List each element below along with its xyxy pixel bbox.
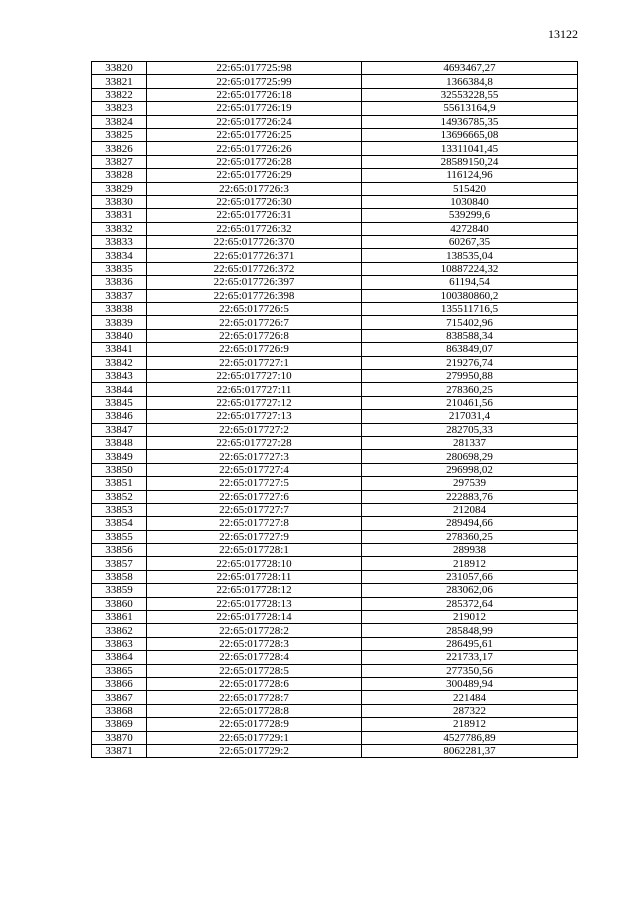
value-cell: 281337 <box>362 436 578 449</box>
cadastral-number-cell: 22:65:017726:8 <box>147 329 362 342</box>
cadastral-number-cell: 22:65:017726:18 <box>147 88 362 101</box>
cadastral-number-cell: 22:65:017728:3 <box>147 637 362 650</box>
row-number-cell: 33834 <box>92 249 147 262</box>
cadastral-number-cell: 22:65:017729:1 <box>147 731 362 744</box>
table-row <box>92 611 578 624</box>
row-number-cell: 33856 <box>92 544 147 557</box>
cadastral-number-cell: 22:65:017726:30 <box>147 195 362 208</box>
cadastral-number-cell: 22:65:017726:5 <box>147 303 362 316</box>
cadastral-number-cell: 22:65:017728:7 <box>147 691 362 704</box>
row-number-cell: 33830 <box>92 195 147 208</box>
cadastral-number-cell: 22:65:017727:2 <box>147 423 362 436</box>
table-row <box>92 356 578 369</box>
table-row <box>92 222 578 235</box>
row-number-cell: 33837 <box>92 289 147 302</box>
row-number-cell: 33851 <box>92 477 147 490</box>
cadastral-number-cell: 22:65:017726:7 <box>147 316 362 329</box>
row-number-cell: 33826 <box>92 142 147 155</box>
table-body <box>92 62 578 758</box>
cadastral-number-cell: 22:65:017726:24 <box>147 115 362 128</box>
cadastral-number-cell: 22:65:017727:5 <box>147 477 362 490</box>
row-number-cell: 33864 <box>92 651 147 664</box>
cadastral-number-cell: 22:65:017727:11 <box>147 383 362 396</box>
table-row <box>92 704 578 717</box>
table-row <box>92 209 578 222</box>
row-number-cell: 33827 <box>92 155 147 168</box>
cadastral-number-cell: 22:65:017728:9 <box>147 718 362 731</box>
row-number-cell: 33853 <box>92 503 147 516</box>
cadastral-number-cell: 22:65:017728:1 <box>147 544 362 557</box>
value-cell: 221484 <box>362 691 578 704</box>
value-cell: 231057,66 <box>362 570 578 583</box>
value-cell: 4693467,27 <box>362 62 578 75</box>
cadastral-number-cell: 22:65:017728:5 <box>147 664 362 677</box>
cadastral-number-cell: 22:65:017725:99 <box>147 75 362 88</box>
value-cell: 287322 <box>362 704 578 717</box>
cadastral-number-cell: 22:65:017727:7 <box>147 503 362 516</box>
value-cell: 219276,74 <box>362 356 578 369</box>
cadastral-number-cell: 22:65:017727:10 <box>147 369 362 382</box>
cadastral-number-cell: 22:65:017728:6 <box>147 677 362 690</box>
row-number-cell: 33855 <box>92 530 147 543</box>
value-cell: 515420 <box>362 182 578 195</box>
value-cell: 212084 <box>362 503 578 516</box>
table-row <box>92 128 578 141</box>
value-cell: 289938 <box>362 544 578 557</box>
row-number-cell: 33861 <box>92 611 147 624</box>
page-number: 13122 <box>548 27 578 41</box>
row-number-cell: 33870 <box>92 731 147 744</box>
value-cell: 100380860,2 <box>362 289 578 302</box>
cadastral-number-cell: 22:65:017726:28 <box>147 155 362 168</box>
row-number-cell: 33833 <box>92 236 147 249</box>
row-number-cell: 33832 <box>92 222 147 235</box>
cadastral-number-cell: 22:65:017727:4 <box>147 463 362 476</box>
value-cell: 285372,64 <box>362 597 578 610</box>
table-row <box>92 544 578 557</box>
row-number-cell: 33825 <box>92 128 147 141</box>
value-cell: 285848,99 <box>362 624 578 637</box>
row-number-cell: 33848 <box>92 436 147 449</box>
table-row <box>92 570 578 583</box>
table-row <box>92 249 578 262</box>
cadastral-number-cell: 22:65:017727:28 <box>147 436 362 449</box>
table-row <box>92 155 578 168</box>
row-number-cell: 33823 <box>92 102 147 115</box>
table-row <box>92 343 578 356</box>
cadastral-number-cell: 22:65:017726:31 <box>147 209 362 222</box>
table-row <box>92 530 578 543</box>
value-cell: 8062281,37 <box>362 744 578 757</box>
cadastral-number-cell: 22:65:017726:26 <box>147 142 362 155</box>
cadastral-number-cell: 22:65:017726:25 <box>147 128 362 141</box>
row-number-cell: 33846 <box>92 410 147 423</box>
cadastral-number-cell: 22:65:017727:12 <box>147 396 362 409</box>
table-row <box>92 664 578 677</box>
table-row <box>92 169 578 182</box>
cadastral-number-cell: 22:65:017728:8 <box>147 704 362 717</box>
value-cell: 297539 <box>362 477 578 490</box>
table-row <box>92 88 578 101</box>
table-row <box>92 316 578 329</box>
value-cell: 217031,4 <box>362 410 578 423</box>
value-cell: 13696665,08 <box>362 128 578 141</box>
value-cell: 221733,17 <box>362 651 578 664</box>
value-cell: 28589150,24 <box>362 155 578 168</box>
value-cell: 1366384,8 <box>362 75 578 88</box>
row-number-cell: 33852 <box>92 490 147 503</box>
cadastral-number-cell: 22:65:017726:32 <box>147 222 362 235</box>
cadastral-number-cell: 22:65:017728:11 <box>147 570 362 583</box>
row-number-cell: 33836 <box>92 276 147 289</box>
row-number-cell: 33871 <box>92 744 147 757</box>
cadastral-number-cell: 22:65:017726:372 <box>147 262 362 275</box>
cadastral-number-cell: 22:65:017726:398 <box>147 289 362 302</box>
table-row <box>92 584 578 597</box>
table-row <box>92 236 578 249</box>
row-number-cell: 33840 <box>92 329 147 342</box>
cadastral-number-cell: 22:65:017728:10 <box>147 557 362 570</box>
cadastral-number-cell: 22:65:017726:29 <box>147 169 362 182</box>
table-row <box>92 75 578 88</box>
value-cell: 278360,25 <box>362 383 578 396</box>
table-row <box>92 303 578 316</box>
table-row <box>92 289 578 302</box>
table-row <box>92 182 578 195</box>
table-row <box>92 423 578 436</box>
table-row <box>92 517 578 530</box>
row-number-cell: 33838 <box>92 303 147 316</box>
table-row <box>92 463 578 476</box>
table-row <box>92 436 578 449</box>
value-cell: 296998,02 <box>362 463 578 476</box>
table-row <box>92 718 578 731</box>
cadastral-number-cell: 22:65:017728:4 <box>147 651 362 664</box>
row-number-cell: 33863 <box>92 637 147 650</box>
cadastral-number-cell: 22:65:017727:13 <box>147 410 362 423</box>
row-number-cell: 33835 <box>92 262 147 275</box>
row-number-cell: 33847 <box>92 423 147 436</box>
row-number-cell: 33843 <box>92 369 147 382</box>
row-number-cell: 33858 <box>92 570 147 583</box>
row-number-cell: 33859 <box>92 584 147 597</box>
table-row <box>92 637 578 650</box>
table-row <box>92 503 578 516</box>
cadastral-number-cell: 22:65:017726:3 <box>147 182 362 195</box>
row-number-cell: 33854 <box>92 517 147 530</box>
row-number-cell: 33821 <box>92 75 147 88</box>
row-number-cell: 33865 <box>92 664 147 677</box>
table-row <box>92 597 578 610</box>
value-cell: 277350,56 <box>362 664 578 677</box>
row-number-cell: 33862 <box>92 624 147 637</box>
value-cell: 61194,54 <box>362 276 578 289</box>
table-row <box>92 329 578 342</box>
table-row <box>92 624 578 637</box>
cadastral-number-cell: 22:65:017728:14 <box>147 611 362 624</box>
cadastral-number-cell: 22:65:017726:9 <box>147 343 362 356</box>
cadastral-number-cell: 22:65:017726:397 <box>147 276 362 289</box>
table-row <box>92 557 578 570</box>
row-number-cell: 33828 <box>92 169 147 182</box>
cadastral-number-cell: 22:65:017726:19 <box>147 102 362 115</box>
table-row <box>92 276 578 289</box>
cadastral-number-cell: 22:65:017725:98 <box>147 62 362 75</box>
row-number-cell: 33842 <box>92 356 147 369</box>
value-cell: 218912 <box>362 718 578 731</box>
value-cell: 715402,96 <box>362 316 578 329</box>
value-cell: 219012 <box>362 611 578 624</box>
table-row <box>92 102 578 115</box>
value-cell: 60267,35 <box>362 236 578 249</box>
value-cell: 116124,96 <box>362 169 578 182</box>
data-table <box>91 61 578 758</box>
table-row <box>92 691 578 704</box>
table-row <box>92 383 578 396</box>
row-number-cell: 33866 <box>92 677 147 690</box>
row-number-cell: 33820 <box>92 62 147 75</box>
value-cell: 14936785,35 <box>362 115 578 128</box>
cadastral-number-cell: 22:65:017727:8 <box>147 517 362 530</box>
value-cell: 55613164,9 <box>362 102 578 115</box>
row-number-cell: 33857 <box>92 557 147 570</box>
value-cell: 210461,56 <box>362 396 578 409</box>
row-number-cell: 33844 <box>92 383 147 396</box>
value-cell: 838588,34 <box>362 329 578 342</box>
value-cell: 138535,04 <box>362 249 578 262</box>
cadastral-number-cell: 22:65:017727:3 <box>147 450 362 463</box>
row-number-cell: 33822 <box>92 88 147 101</box>
table-row <box>92 396 578 409</box>
row-number-cell: 33841 <box>92 343 147 356</box>
row-number-cell: 33860 <box>92 597 147 610</box>
value-cell: 4527786,89 <box>362 731 578 744</box>
value-cell: 289494,66 <box>362 517 578 530</box>
cadastral-number-cell: 22:65:017726:370 <box>147 236 362 249</box>
table-row <box>92 477 578 490</box>
table-row <box>92 490 578 503</box>
row-number-cell: 33845 <box>92 396 147 409</box>
value-cell: 280698,29 <box>362 450 578 463</box>
table-row <box>92 62 578 75</box>
cadastral-number-cell: 22:65:017726:371 <box>147 249 362 262</box>
table-row <box>92 677 578 690</box>
value-cell: 283062,06 <box>362 584 578 597</box>
row-number-cell: 33850 <box>92 463 147 476</box>
row-number-cell: 33869 <box>92 718 147 731</box>
value-cell: 279950,88 <box>362 369 578 382</box>
value-cell: 218912 <box>362 557 578 570</box>
table-row <box>92 369 578 382</box>
table-row <box>92 115 578 128</box>
row-number-cell: 33831 <box>92 209 147 222</box>
table-row <box>92 651 578 664</box>
table-row <box>92 195 578 208</box>
value-cell: 863849,07 <box>362 343 578 356</box>
value-cell: 13311041,45 <box>362 142 578 155</box>
table-row <box>92 450 578 463</box>
row-number-cell: 33839 <box>92 316 147 329</box>
value-cell: 282705,33 <box>362 423 578 436</box>
value-cell: 32553228,55 <box>362 88 578 101</box>
value-cell: 135511716,5 <box>362 303 578 316</box>
value-cell: 1030840 <box>362 195 578 208</box>
table-row <box>92 410 578 423</box>
cadastral-number-cell: 22:65:017729:2 <box>147 744 362 757</box>
table-row <box>92 262 578 275</box>
row-number-cell: 33849 <box>92 450 147 463</box>
cadastral-number-cell: 22:65:017727:6 <box>147 490 362 503</box>
row-number-cell: 33829 <box>92 182 147 195</box>
value-cell: 286495,61 <box>362 637 578 650</box>
cadastral-number-cell: 22:65:017728:13 <box>147 597 362 610</box>
value-cell: 10887224,32 <box>362 262 578 275</box>
cadastral-number-cell: 22:65:017728:12 <box>147 584 362 597</box>
table-row <box>92 731 578 744</box>
value-cell: 539299,6 <box>362 209 578 222</box>
value-cell: 278360,25 <box>362 530 578 543</box>
row-number-cell: 33867 <box>92 691 147 704</box>
value-cell: 222883,76 <box>362 490 578 503</box>
cadastral-number-cell: 22:65:017727:1 <box>147 356 362 369</box>
table-row <box>92 744 578 757</box>
row-number-cell: 33868 <box>92 704 147 717</box>
value-cell: 4272840 <box>362 222 578 235</box>
table-row <box>92 142 578 155</box>
value-cell: 300489,94 <box>362 677 578 690</box>
cadastral-number-cell: 22:65:017727:9 <box>147 530 362 543</box>
row-number-cell: 33824 <box>92 115 147 128</box>
cadastral-number-cell: 22:65:017728:2 <box>147 624 362 637</box>
